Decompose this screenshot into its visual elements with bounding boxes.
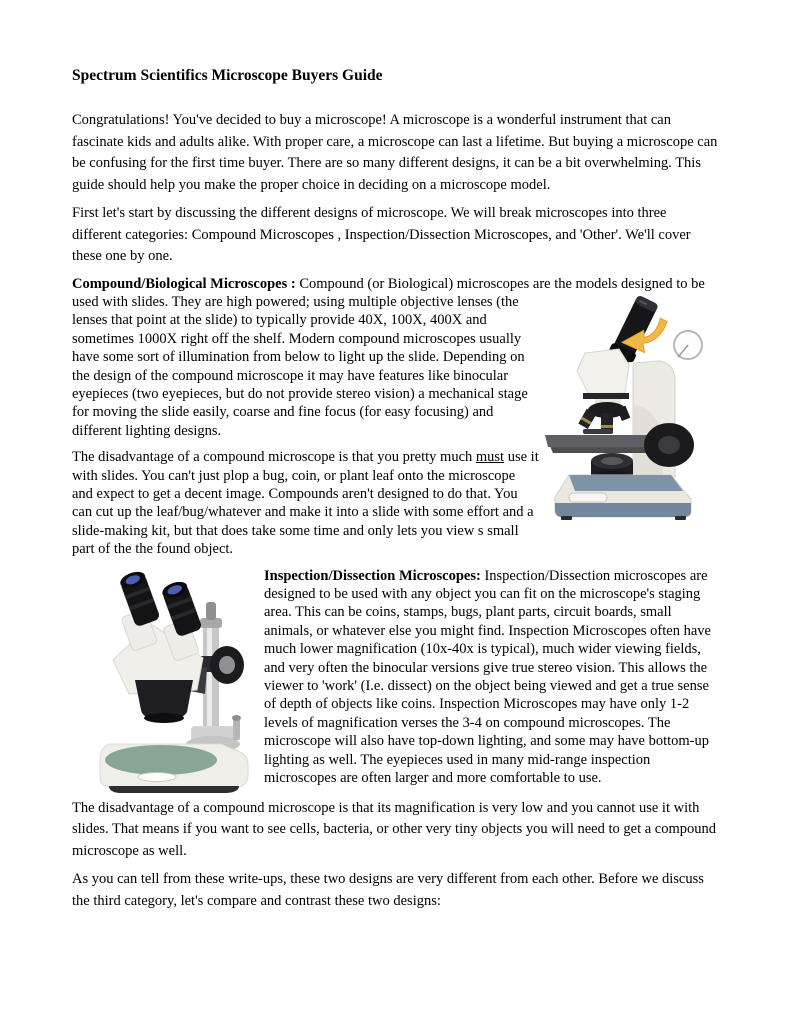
compound-microscope-figure <box>543 275 719 539</box>
brand-label <box>138 772 176 781</box>
intro-paragraph: Congratulations! You've decided to buy a microscope! A microscope is a wonderful instrument that can fascinate kids and adults alike. With proper care, a microscope can last a lifetime. But buying a microscope can be confusing for the first time buyer. There are so many different designs, it can be a bit overwhelming. This guide should help you make the proper choice in deciding on a microscope model. <box>72 112 718 193</box>
inspection-heading: Inspection/Dissection Microscopes: <box>264 567 481 584</box>
stereo-microscope-image <box>85 568 260 798</box>
base-top-deck <box>569 475 683 491</box>
base-bottom-edge <box>109 786 239 793</box>
compound-disadvantage-post: use it with slides. You can't just plop a bug, coin, or plant leaf onto the microscope and expect to get a decent image. Compounds aren't designed to do that. You can cut up the leaf/bug/whatever and make it into a slide with some effort and a slide-making kit, but that does take some time and only lets you view s small part of the the found object. <box>72 449 539 558</box>
page-title: Spectrum Scientifics Microscope Buyers Guide <box>72 67 383 84</box>
foot-left <box>561 516 572 520</box>
stage-clip <box>583 429 613 434</box>
underlined-must-word: must <box>475 449 505 466</box>
compound-heading: Compound/Biological Microscopes : <box>72 275 296 292</box>
stage-plate-green <box>105 745 217 775</box>
pillar-highlight <box>207 626 212 741</box>
base-pin-cap <box>232 715 241 721</box>
compound-microscope-image <box>543 295 708 538</box>
base-bottom-trim <box>555 503 691 517</box>
brand-label <box>569 493 607 502</box>
foot-right <box>675 516 686 520</box>
closing-paragraph: As you can tell from these write-ups, these two designs are very different from each other. Before we discuss the third category, let's compare and contrast these two designs: <box>72 871 704 909</box>
compound-section <box>72 275 719 559</box>
head-ring <box>583 393 629 399</box>
compound-disadvantage-pre: The disadvantage of a compound microscope is that you pretty much <box>72 449 476 466</box>
inspection-disadvantage-paragraph: The disadvantage of a compound microscope is that its magnification is very low and you cannot use it with slides. That means if you want to see cells, bacteria, or other very tiny objects you will need to get a compound microscope as well. <box>72 799 717 859</box>
base-pin <box>233 718 240 740</box>
inspection-section <box>72 567 719 788</box>
pillar-top-knob <box>206 602 216 620</box>
compound-body-text: Compound (or Biological) microscopes are the models designed to be used with slides. They are high powered; using multiple objective lenses (the lenses that point at the slide) to typically provide 40X, 100X, 400X and sometimes 1000X right off the shelf. Modern compound microscopes usually have some sort of illumination from below to light up the slide. Depending on the design of the compound microscope it may have features like binocular eyepieces (two eyepieces, but do not provide stereo vision) a mechanical stage for moving the slide easily, coarse and fine focus (for easy focusing) and different lighting designs. <box>72 275 705 439</box>
illuminator-lens <box>601 457 623 465</box>
focus-knob-center <box>658 436 680 454</box>
inspection-body-text: Inspection/Dissection microscopes are designed to be used with any object you can fit on the microscope's staging area. This can be coins, stamps, bugs, plant parts, circuit boards, small animals, or whatever else you might find. Inspection Microscopes often have much lower magnification (10x-40x is typical), much wider viewing fields, and very often the binocular versions give true stereo vision. This allows the viewer to 'work' (I.e. dissect) on the object being viewed and get a true sense of depth of objects like coins. Inspection Microscopes may have only 1-2 levels of magnification verses the 3-4 on compound microscopes. The microscope will also have top-down lighting, and some may have bottom-up lighting as well. The eyepieces used in many mid-range inspection microscopes are often larger and more comfortable to use. <box>264 567 711 787</box>
objective-lens-bottom <box>144 713 184 723</box>
stereo-microscope-figure <box>72 567 264 798</box>
focus-knob-center <box>219 656 235 674</box>
categories-paragraph: First let's start by discussing the different designs of microscope. We will break microscopes into three different categories: Compound Microscopes , Inspection/Dissection Microscopes, and 'Other'. We'll cover these one by one. <box>72 205 691 264</box>
